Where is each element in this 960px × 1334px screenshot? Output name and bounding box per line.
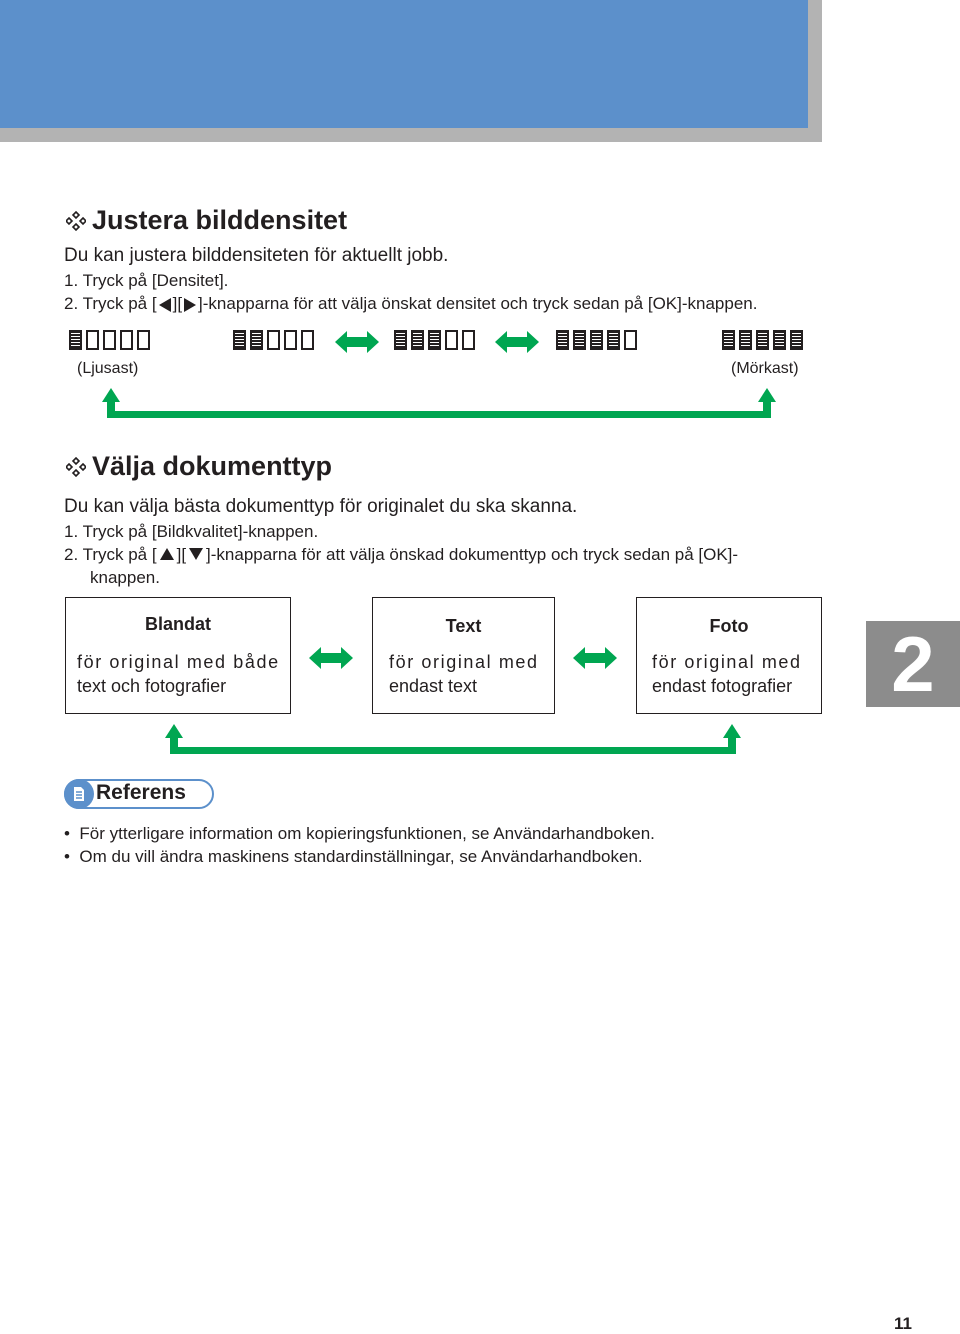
density-indicator-dark (556, 330, 637, 350)
section-heading-density (66, 205, 347, 236)
section-intro: Du kan välja bästa dokumenttyp för originalet du ska skanna. (64, 496, 578, 517)
box-title: Foto (709, 616, 749, 636)
step-2-suffix: ]-knapparna för att välja önskat densitet och tryck sedan på [OK]-knappen. (198, 294, 758, 313)
cycle-bracket-arrow-icon (162, 722, 744, 756)
document-type-mixed (65, 597, 291, 714)
step-2-prefix: 2. Tryck på [ (64, 545, 157, 564)
header-banner (0, 0, 808, 128)
double-arrow-icon (335, 330, 379, 354)
reference-list (64, 822, 655, 868)
double-arrow-icon (309, 646, 353, 670)
box-description: för original med endast fotografier (652, 652, 802, 696)
density-indicator-light (233, 330, 314, 350)
list-item: • För ytterligare information om kopieringsfunktionen, se Användarhandboken. (64, 824, 655, 843)
step-2-mid: ][ (172, 294, 183, 313)
step-2-prefix: 2. Tryck på [ (64, 294, 157, 313)
reference-label: Referens (96, 781, 186, 804)
double-arrow-icon (495, 330, 539, 354)
section-intro: Du kan justera bilddensiteten för aktuellt jobb. (64, 245, 449, 266)
up-arrow-key-icon (160, 548, 174, 560)
density-indicator-lightest (69, 330, 150, 350)
four-diamond-bullet-icon (66, 457, 86, 477)
left-arrow-key-icon (159, 298, 171, 312)
density-indicator-darkest (722, 330, 803, 350)
document-type-text (372, 597, 555, 714)
box-description: för original med endast text (389, 652, 539, 696)
darkest-label: (Mörkast) (731, 360, 799, 377)
lightest-label: (Ljusast) (77, 360, 139, 377)
cycle-bracket-arrow-icon (99, 386, 779, 420)
right-arrow-key-icon (184, 298, 196, 312)
box-title: Text (445, 616, 482, 636)
four-diamond-bullet-icon (66, 211, 86, 231)
page-number: 11 (894, 1314, 912, 1333)
section-title: Justera bilddensitet (92, 205, 348, 235)
step-1: 1. Tryck på [Densitet]. (64, 271, 229, 290)
box-title: Blandat (144, 614, 211, 634)
chapter-tab: 2 (866, 621, 960, 707)
list-item: • Om du vill ändra maskinens standardinställningar, se Användarhandboken. (64, 847, 643, 866)
step-2-mid: ][ (176, 545, 187, 564)
box-description: för original med både text och fotografier (77, 652, 280, 696)
step-2-continuation: knappen. (90, 568, 160, 587)
step-1: 1. Tryck på [Bildkvalitet]-knappen. (64, 522, 319, 541)
document-icon (70, 785, 88, 803)
step-2-suffix: ]-knapparna för att välja önskad dokumenttyp och tryck sedan på [OK]- (206, 545, 739, 564)
document-type-photo (636, 597, 822, 714)
density-indicator-normal (394, 330, 475, 350)
double-arrow-icon (573, 646, 617, 670)
section-heading-document-type (66, 451, 332, 482)
section-title: Välja dokumenttyp (92, 451, 333, 481)
down-arrow-key-icon (189, 548, 203, 560)
step-2 (64, 543, 738, 566)
step-2 (64, 292, 757, 315)
